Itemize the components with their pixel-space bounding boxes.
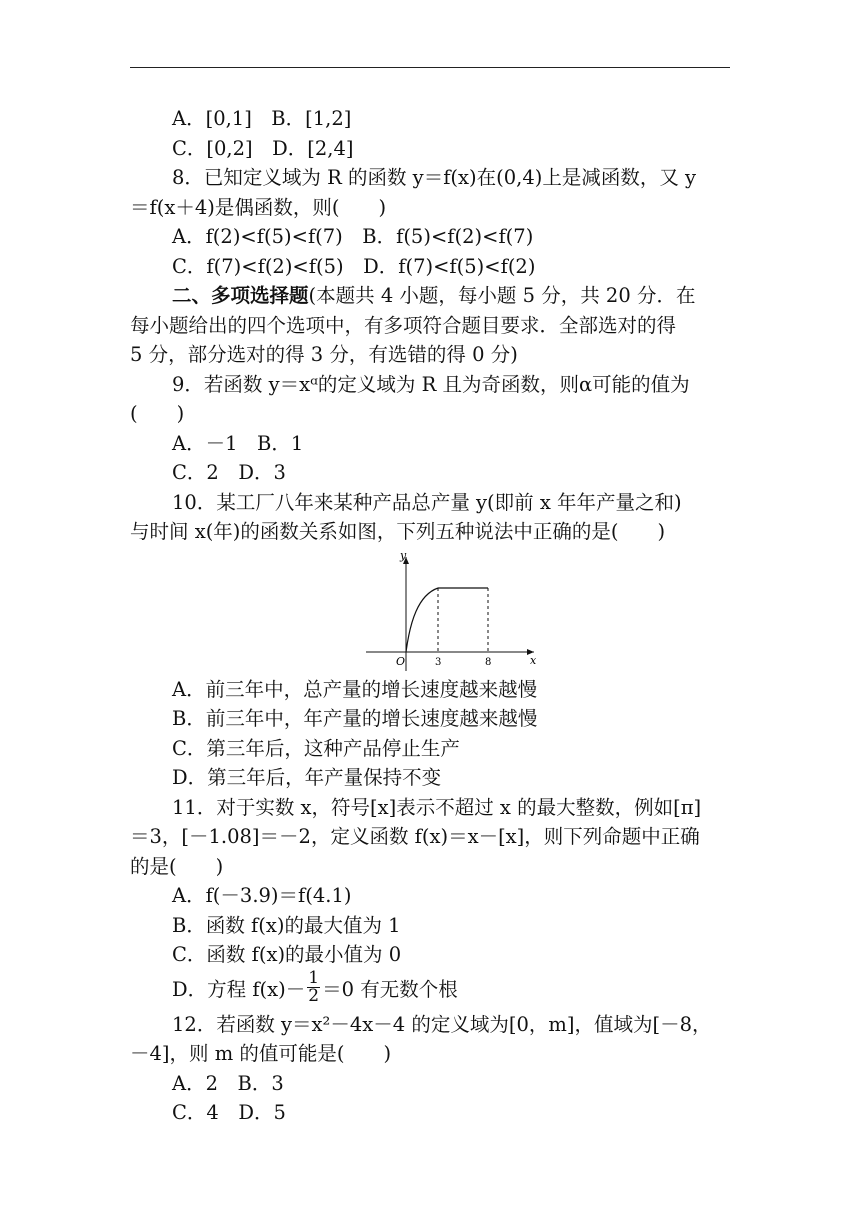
- graph-origin-label: O: [396, 654, 406, 668]
- graph-y-label: y: [400, 548, 407, 562]
- q11-option-d-post: ＝0 有无数个根: [322, 977, 458, 1001]
- q9-stem-line1: 9．若函数 y＝xᵅ的定义域为 R 且为奇函数，则α可能的值为: [172, 372, 690, 396]
- q11-stem-line1: 11．对于实数 x，符号[x]表示不超过 x 的最大整数，例如[π]: [172, 795, 702, 819]
- q11-option-d-pre: D．方程 f(x)－: [172, 977, 306, 1001]
- q8-options-line2: C．f(7)<f(2)<f(5) D．f(7)<f(5)<f(2): [172, 254, 536, 278]
- q7-options-line2: C．[0,2] D．[2,4]: [172, 136, 354, 160]
- section2-title: 二、多项选择题: [172, 284, 309, 307]
- section2-heading: [130, 281, 730, 311]
- q8-stem-line1: 8．已知定义域为 R 的函数 y＝f(x)在(0,4)上是减函数，又 y: [172, 166, 697, 189]
- section2-desc-line3: 5 分，部分选对的得 3 分，有选错的得 0 分): [130, 343, 518, 366]
- q10-option-a: A．前三年中，总产量的增长速度越来越慢: [172, 677, 538, 701]
- q11-stem-line2: ＝3，[－1.08]＝－2，定义函数 f(x)＝x－[x]，则下列命题中正确: [130, 825, 700, 848]
- q11-stem-line3: 的是( ): [130, 854, 224, 878]
- q11-option-c: C．函数 f(x)的最小值为 0: [172, 943, 402, 966]
- q12-stem-line2: －4]，则 m 的值可能是( ): [130, 1042, 392, 1065]
- header-rule: [130, 67, 730, 68]
- q10-option-c: C．第三年后，这种产品停止生产: [172, 736, 460, 760]
- q9-options-line1: A．－1 B．1: [172, 431, 304, 455]
- q10-graph-svg: [362, 547, 542, 675]
- q11-option-a: A．f(－3.9)＝f(4.1): [172, 884, 352, 907]
- section2-desc-line1: (本题共 4 小题，每小题 5 分，共 20 分．在: [308, 284, 696, 307]
- exam-content: [130, 104, 730, 1128]
- section2-desc-line2: 每小题给出的四个选项中，有多项符合题目要求．全部选对的得: [130, 313, 677, 337]
- q10-stem-line2: 与时间 x(年)的函数关系如图，下列五种说法中正确的是( ): [130, 520, 666, 543]
- graph-tick-3: 3: [435, 656, 442, 668]
- q11-option-b: B．函数 f(x)的最大值为 1: [172, 913, 401, 937]
- q8-stem-line2: ＝f(x＋4)是偶函数，则( ): [130, 195, 387, 219]
- q8-options-line1: A．f(2)<f(5)<f(7) B．f(5)<f(2)<f(7): [172, 225, 534, 248]
- q7-options-line1: A．[0,1] B．[1,2]: [172, 107, 352, 130]
- graph-x-label: x: [530, 653, 537, 667]
- q9-stem-line2: ( ): [130, 402, 185, 425]
- fraction-denominator: 2: [308, 985, 320, 1006]
- graph-tick-8: 8: [485, 656, 492, 668]
- q10-option-d: D．第三年后，年产量保持不变: [172, 766, 442, 789]
- q12-options-line1: A．2 B．3: [172, 1071, 284, 1095]
- q11-option-d: [130, 967, 730, 1010]
- q10-option-b: B．前三年中，年产量的增长速度越来越慢: [172, 707, 538, 730]
- q12-options-line2: C．4 D．5: [172, 1101, 286, 1124]
- q10-graph: [130, 547, 730, 675]
- q10-stem-line1: 10．某工厂八年来某种产品总产量 y(即前 x 年年产量之和): [172, 490, 682, 514]
- q12-stem-line1: 12．若函数 y＝x²－4x－4 的定义域为[0，m]，值域为[－8，: [172, 1012, 712, 1036]
- fraction-one-half: [307, 967, 320, 1006]
- curve-growth: [406, 588, 438, 652]
- fraction-numerator: 1: [308, 967, 320, 988]
- q9-options-line2: C．2 D．3: [172, 461, 286, 484]
